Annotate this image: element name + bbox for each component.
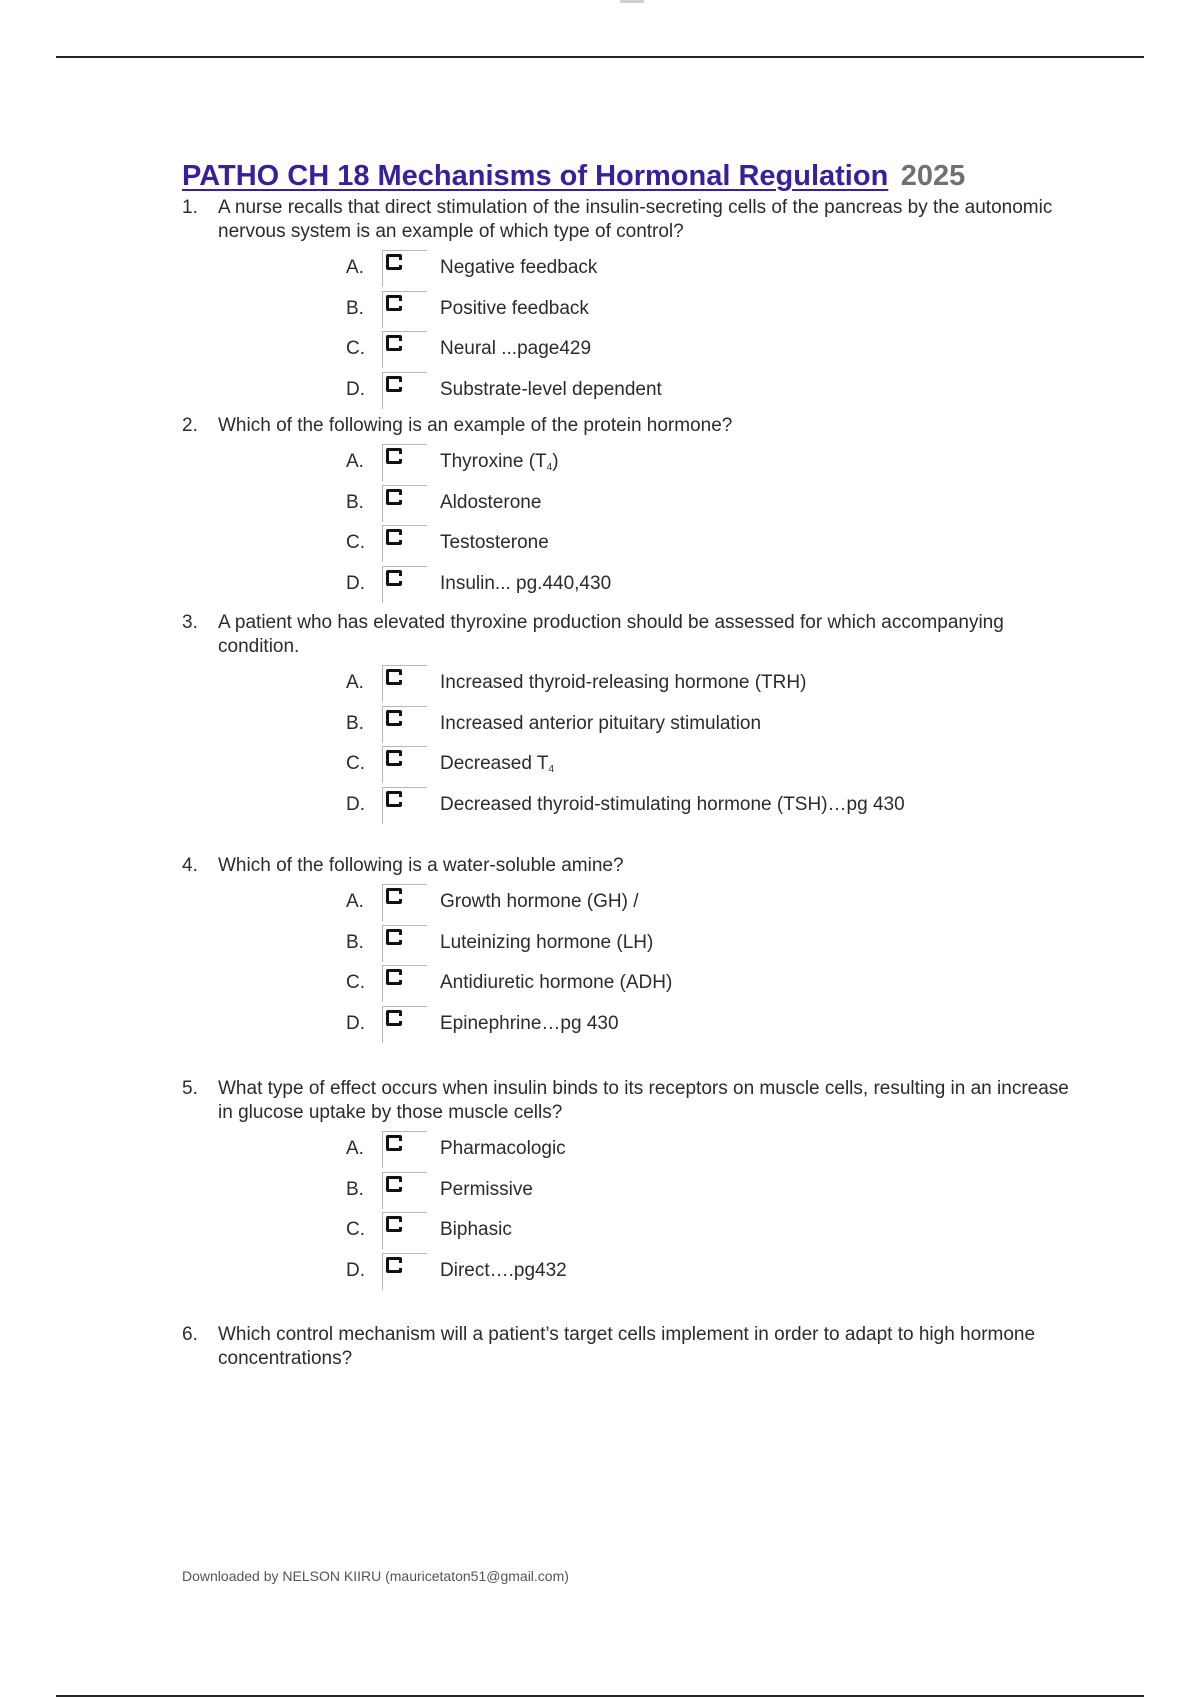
title-line bbox=[182, 160, 965, 193]
option-text: Biphasic bbox=[440, 1219, 512, 1241]
option-a[interactable] bbox=[346, 248, 1082, 289]
option-text: Thyroxine $(T_4)$ bbox=[440, 451, 559, 474]
option-letter: C. bbox=[346, 972, 365, 994]
option-text: Increased anterior pituitary stimulation bbox=[440, 712, 762, 734]
option-letter: D. bbox=[346, 378, 365, 400]
option-letter: B. bbox=[346, 1178, 364, 1200]
checkbox-icon bbox=[386, 295, 402, 311]
option-letter: D. bbox=[346, 1259, 365, 1281]
checkbox-icon bbox=[386, 376, 402, 392]
option-letter: B. bbox=[346, 931, 364, 953]
header-rule bbox=[56, 56, 1144, 58]
question-4 bbox=[182, 854, 1082, 1077]
option-a[interactable] bbox=[346, 1129, 1082, 1170]
option-letter: C. bbox=[346, 338, 365, 360]
question-5-options bbox=[346, 1129, 1082, 1291]
option-letter: B. bbox=[346, 297, 364, 319]
question-3-prompt bbox=[182, 611, 1082, 659]
option-d[interactable] bbox=[346, 370, 1082, 411]
option-checkbox[interactable] bbox=[382, 746, 428, 782]
question-number: 5. bbox=[182, 1078, 198, 1099]
question-text: Which of the following is a water-soluble amine? bbox=[218, 855, 624, 876]
checkbox-icon bbox=[386, 791, 402, 807]
download-footer: Downloaded by NELSON KIIRU (mauricetaton51@gmail.com) bbox=[182, 1568, 569, 1584]
option-b[interactable] bbox=[346, 704, 1082, 745]
option-letter: C. bbox=[346, 532, 365, 554]
document-year: 2025 bbox=[900, 160, 966, 192]
option-a[interactable] bbox=[346, 882, 1082, 923]
option-letter: B. bbox=[346, 712, 364, 734]
question-4-prompt bbox=[182, 854, 1082, 878]
checkbox-icon bbox=[386, 335, 402, 351]
option-b[interactable] bbox=[346, 483, 1082, 524]
document-title: PATHO CH 18 Mechanisms of Hormonal Regulation bbox=[182, 160, 889, 192]
option-checkbox[interactable] bbox=[382, 525, 428, 561]
option-checkbox[interactable] bbox=[382, 1131, 428, 1167]
option-checkbox[interactable] bbox=[382, 444, 428, 480]
checkbox-icon bbox=[386, 1257, 402, 1273]
option-c[interactable] bbox=[346, 963, 1082, 1004]
option-c[interactable] bbox=[346, 1210, 1082, 1251]
question-number: 6. bbox=[182, 1324, 198, 1345]
option-letter: D. bbox=[346, 793, 365, 815]
option-letter: C. bbox=[346, 753, 365, 775]
option-c[interactable] bbox=[346, 523, 1082, 564]
question-text: Which control mechanism will a patient’s target cells implement in order to adapt to high hormone concentrations? bbox=[218, 1324, 1036, 1369]
option-text: Increased thyroid-releasing hormone (TRH) bbox=[440, 672, 807, 694]
option-letter: A. bbox=[346, 891, 364, 913]
checkbox-icon bbox=[386, 969, 402, 985]
option-text: Pharmacologic bbox=[440, 1138, 566, 1160]
checkbox-icon bbox=[386, 750, 402, 766]
option-text: Insulin... pg.440,430 bbox=[440, 572, 612, 594]
option-d[interactable] bbox=[346, 564, 1082, 605]
question-text: What type of effect occurs when insulin binds to its receptors on muscle cells, resulting in an increase in glucose uptake by those muscle cells? bbox=[218, 1078, 1069, 1123]
option-text: Neural ...page429 bbox=[440, 338, 592, 360]
checkbox-icon bbox=[386, 1216, 402, 1232]
option-checkbox[interactable] bbox=[382, 665, 428, 701]
option-checkbox[interactable] bbox=[382, 372, 428, 408]
option-b[interactable] bbox=[346, 1170, 1082, 1211]
option-checkbox[interactable] bbox=[382, 1006, 428, 1042]
option-text: Antidiuretic hormone (ADH) bbox=[440, 972, 673, 994]
option-checkbox[interactable] bbox=[382, 566, 428, 602]
option-text: Decreased $T_4$ bbox=[440, 753, 554, 776]
option-text: Testosterone bbox=[440, 532, 549, 554]
option-text: Positive feedback bbox=[440, 297, 589, 319]
option-text: Luteinizing hormone (LH) bbox=[440, 931, 654, 953]
question-number: 1. bbox=[182, 197, 198, 218]
option-text: Growth hormone (GH) / bbox=[440, 891, 639, 913]
checkbox-icon bbox=[386, 254, 402, 270]
question-1-prompt bbox=[182, 196, 1082, 244]
checkbox-icon bbox=[386, 929, 402, 945]
question-2 bbox=[182, 414, 1082, 611]
checkbox-icon bbox=[386, 489, 402, 505]
option-d[interactable] bbox=[346, 1004, 1082, 1045]
option-letter: D. bbox=[346, 572, 365, 594]
option-letter: D. bbox=[346, 1012, 365, 1034]
option-letter: C. bbox=[346, 1219, 365, 1241]
option-letter: A. bbox=[346, 451, 364, 473]
option-text: Negative feedback bbox=[440, 257, 598, 279]
checkbox-icon bbox=[386, 669, 402, 685]
option-c[interactable] bbox=[346, 329, 1082, 370]
question-5 bbox=[182, 1077, 1082, 1323]
option-letter: A. bbox=[346, 1138, 364, 1160]
checkbox-icon bbox=[386, 1176, 402, 1192]
question-list bbox=[182, 196, 1082, 1371]
question-text: A nurse recalls that direct stimulation of the insulin-secreting cells of the pancreas by the autonomic nervous system is an example of which type of control? bbox=[218, 197, 1053, 242]
question-5-prompt bbox=[182, 1077, 1082, 1125]
option-checkbox[interactable] bbox=[382, 291, 428, 327]
option-checkbox[interactable] bbox=[382, 250, 428, 286]
option-text: Permissive bbox=[440, 1178, 533, 1200]
option-checkbox[interactable] bbox=[382, 485, 428, 521]
option-b[interactable] bbox=[346, 923, 1082, 964]
option-checkbox[interactable] bbox=[382, 1253, 428, 1289]
option-letter: B. bbox=[346, 491, 364, 513]
option-checkbox[interactable] bbox=[382, 1172, 428, 1208]
option-text: Epinephrine…pg 430 bbox=[440, 1012, 619, 1034]
option-checkbox[interactable] bbox=[382, 1212, 428, 1248]
question-1-options bbox=[346, 248, 1082, 410]
option-letter: A. bbox=[346, 257, 364, 279]
checkbox-icon bbox=[386, 710, 402, 726]
question-number: 3. bbox=[182, 612, 198, 633]
option-text: Aldosterone bbox=[440, 491, 542, 513]
option-text: Direct….pg432 bbox=[440, 1259, 567, 1281]
question-2-options bbox=[346, 442, 1082, 604]
footer-rule bbox=[56, 1695, 1144, 1697]
checkbox-icon bbox=[386, 570, 402, 586]
question-3 bbox=[182, 611, 1082, 854]
option-checkbox[interactable] bbox=[382, 965, 428, 1001]
option-d[interactable] bbox=[346, 785, 1082, 826]
option-checkbox[interactable] bbox=[382, 787, 428, 823]
checkbox-icon bbox=[386, 448, 402, 464]
question-4-options bbox=[346, 882, 1082, 1044]
option-text: Substrate-level dependent bbox=[440, 378, 662, 400]
question-1 bbox=[182, 196, 1082, 414]
option-b[interactable] bbox=[346, 289, 1082, 330]
top-edge-mark bbox=[620, 0, 644, 3]
question-6-prompt bbox=[182, 1323, 1082, 1371]
checkbox-icon bbox=[386, 888, 402, 904]
option-letter: A. bbox=[346, 672, 364, 694]
checkbox-icon bbox=[386, 1135, 402, 1151]
option-checkbox[interactable] bbox=[382, 706, 428, 742]
option-d[interactable] bbox=[346, 1251, 1082, 1292]
question-3-options bbox=[346, 663, 1082, 825]
option-c[interactable] bbox=[346, 744, 1082, 785]
option-checkbox[interactable] bbox=[382, 925, 428, 961]
question-text: A patient who has elevated thyroxine production should be assessed for which accompanying condition. bbox=[218, 612, 1004, 657]
option-a[interactable] bbox=[346, 663, 1082, 704]
question-2-prompt bbox=[182, 414, 1082, 438]
question-number: 4. bbox=[182, 855, 198, 876]
option-text: Decreased thyroid-stimulating hormone (TSH)…pg 430 bbox=[440, 793, 905, 815]
option-checkbox[interactable] bbox=[382, 884, 428, 920]
question-number: 2. bbox=[182, 415, 198, 436]
option-a[interactable] bbox=[346, 442, 1082, 483]
checkbox-icon bbox=[386, 529, 402, 545]
question-text: Which of the following is an example of the protein hormone? bbox=[218, 415, 733, 436]
checkbox-icon bbox=[386, 1010, 402, 1026]
question-6 bbox=[182, 1323, 1082, 1371]
option-checkbox[interactable] bbox=[382, 331, 428, 367]
